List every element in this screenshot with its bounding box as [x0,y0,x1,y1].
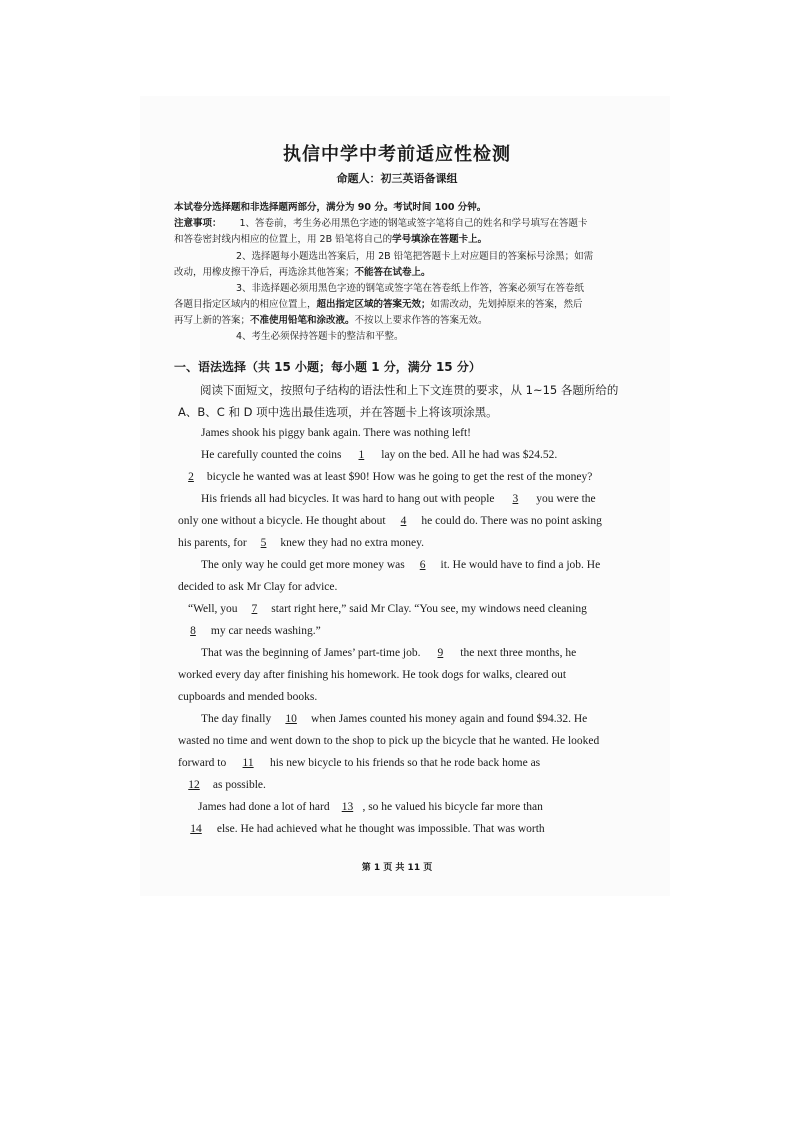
note-2-line-1: 2、选择题每小题选出答案后，用 2B 铅笔把答题卡上对应题目的答案标号涂黑；如需 [236,251,594,262]
blank-5: 5 [260,537,267,549]
blank-12: 12 [188,779,200,791]
exam-title: 执信中学中考前适应性检测 [283,144,511,165]
passage-line: 14 else. He had achieved what he thought was impossible. That was worth [178,823,545,835]
passage-line: The only way he could get more money was 6 it. He would have to find a job. He [201,559,601,571]
passage-line: “Well, you 7 start right here,” said Mr Clay. “You see, my windows need cleaning [188,603,587,615]
passage-line: 2 bicycle he wanted was at least $90! How was he going to get the rest of the money? [178,471,592,483]
blank-11: 11 [242,757,254,769]
blank-2: 2 [188,471,194,483]
passage-line: decided to ask Mr Clay for advice. [178,581,338,593]
passage-line: His friends all had bicycles. It was hard to hang out with people 3 you were the [201,493,596,505]
passage-line: wasted no time and went down to the shop to pick up the bicycle that he wanted. He looked [178,735,600,747]
blank-13: 13 [341,801,354,813]
blank-4: 4 [400,515,407,527]
note-1-line-1: 注意事项： 1、答卷前，考生务必用黑色字迹的钢笔或签字笔将自己的姓名和学号填写在答题卡 [174,218,588,229]
passage-line: James shook his piggy bank again. There was nothing left! [201,427,471,439]
blank-10: 10 [285,713,297,725]
section-instruction-1: 阅读下面短文，按照句子结构的语法性和上下文连贯的要求，从 1~15 各题所给的 [200,383,619,397]
blank-8: 8 [190,625,196,637]
blank-1: 1 [358,449,365,461]
passage-line: He carefully counted the coins 1 lay on the bed. All he had was $24.52. [201,449,558,461]
blank-7: 7 [251,603,258,615]
section-heading: 一、语法选择（共 15 小题；每小题 1 分，满分 15 分） [174,360,481,374]
note-2-line-2: 改动，用橡皮擦干净后，再选涂其他答案；不能答在试卷上。 [174,267,431,278]
passage-line: his parents, for 5 knew they had no extra money. [178,537,425,549]
exam-author: 命题人：初三英语备课组 [336,172,458,185]
passage-line: 8 my car needs washing.” [178,625,321,637]
section-instruction-2: A、B、C 和 D 项中选出最佳选项，并在答题卡上将该项涂黑。 [178,405,498,419]
notes-intro: 本试卷分选择题和非选择题两部分，满分为 90 分。考试时间 100 分钟。 [174,202,487,213]
passage-line: That was the beginning of James’ part-time job. 9 the next three months, he [201,647,577,659]
note-3-line-2: 各题目指定区域内的相应位置上，超出指定区域的答案无效；如需改动，先划掉原来的答案，然后 [174,299,583,310]
blank-9: 9 [437,647,444,659]
note-3-line-3: 再写上新的答案；不准使用铅笔和涂改液。不按以上要求作答的答案无效。 [174,315,488,326]
passage-line: The day finally 10 when James counted his money again and found $94.32. He [201,713,588,725]
blank-14: 14 [190,823,202,835]
passage-line: worked every day after finishing his homework. He took dogs for walks, cleared out [178,669,567,681]
passage-line: only one without a bicycle. He thought about 4 he could do. There was no point asking [178,515,602,527]
note-3-line-1: 3、非选择题必须用黑色字迹的钢笔或签字笔在答卷纸上作答，答案必须写在答卷纸 [236,283,585,294]
blank-6: 6 [419,559,426,571]
page-number: 第 1 页 共 11 页 [361,863,433,873]
note-4: 4、考生必须保持答题卡的整洁和平整。 [236,331,404,342]
passage-line: 12 as possible. [178,779,266,791]
passage-line: forward to 11 his new bicycle to his friends so that he rode back home as [178,757,541,769]
passage-line: James had done a lot of hard 13 , so he valued his bicycle far more than [198,801,543,813]
notes-label: 注意事项： [174,218,222,229]
blank-3: 3 [512,493,519,505]
passage-line: cupboards and mended books. [178,691,318,703]
note-1-line-2: 和答卷密封线内相应的位置上，用 2B 铅笔将自己的学号填涂在答题卡上。 [174,234,488,245]
